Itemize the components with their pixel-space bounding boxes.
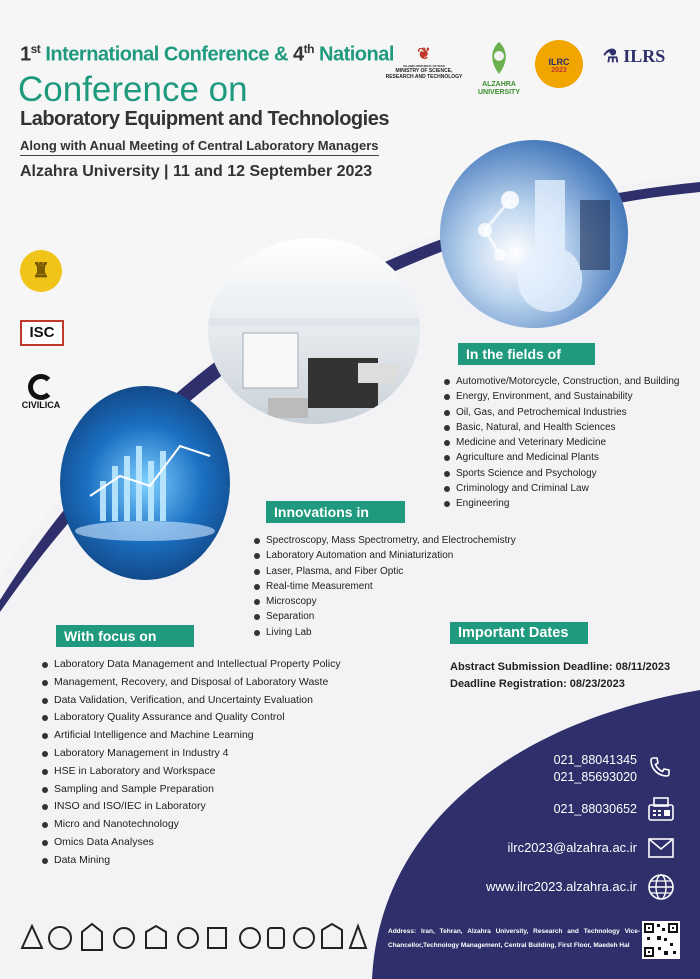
list-item: Laboratory Automation and Miniaturization <box>254 548 516 563</box>
phone-number-2: 021_85693020 <box>553 770 637 784</box>
email-address[interactable]: ilrc2023@alzahra.ac.ir <box>507 840 637 855</box>
phone-numbers <box>540 752 637 786</box>
postal-address: Address: Iran, Tehran, Alzahra University, Research and Technology Vice-Chancellor,Technology Management, Central Building, First Floor, Maedeh Hal <box>388 928 640 949</box>
list-item: Artificial Intelligence and Machine Learning <box>42 727 341 745</box>
alzahra-logo: ALZAHRA UNIVERSITY <box>470 40 528 97</box>
isc-logo: ISC <box>20 320 64 346</box>
fax-number: 021_88030652 <box>553 802 637 816</box>
focus-heading: With focus on <box>56 625 194 647</box>
focus-list <box>42 656 341 870</box>
list-item: Sampling and Sample Preparation <box>42 781 341 799</box>
sponsor-logo-10 <box>294 928 314 948</box>
sponsor-logo-6 <box>178 928 198 948</box>
sponsor-logo-5 <box>146 926 166 948</box>
abstract-deadline: Abstract Submission Deadline: 08/11/2023 <box>450 661 671 673</box>
conference-title-line3: Laboratory Equipment and Technologies <box>20 108 389 130</box>
list-item: Agriculture and Medicinal Plants <box>444 450 679 465</box>
list-item: Data Mining <box>42 852 341 870</box>
list-item: Engineering <box>444 496 679 511</box>
conference-title-line1: 1st International Conference & 4th National <box>20 42 394 66</box>
fields-heading: In the fields of <box>458 343 595 365</box>
list-item: Oil, Gas, and Petrochemical Industries <box>444 405 679 420</box>
list-item: Medicine and Veterinary Medicine <box>444 435 679 450</box>
lab-glassware-image <box>440 140 628 328</box>
registration-deadline: Deadline Registration: 08/23/2023 <box>450 678 625 690</box>
list-item: HSE in Laboratory and Workspace <box>42 763 341 781</box>
list-item: Management, Recovery, and Disposal of Laboratory Waste <box>42 674 341 692</box>
sponsor-logo-4 <box>114 928 134 948</box>
sponsor-logo-9 <box>268 928 284 948</box>
list-item: Spectroscopy, Mass Spectrometry, and Electrochemistry <box>254 533 516 548</box>
list-item: Micro and Nanotechnology <box>42 816 341 834</box>
phone-number-1: 021_88041345 <box>553 753 637 767</box>
sponsor-logo-3 <box>82 924 102 950</box>
sponsor-logo-1 <box>22 926 42 948</box>
fax-icon <box>647 796 675 822</box>
list-item: Real-time Measurement <box>254 579 516 594</box>
dates-heading: Important Dates <box>450 622 588 644</box>
list-item: Laboratory Management in Industry 4 <box>42 745 341 763</box>
ministry-logo: ❦ ISLAMIC REPUBLIC OF IRAN MINISTRY OF SCIENCE, RESEARCH AND TECHNOLOGY <box>385 46 463 80</box>
civilica-emblem-icon <box>28 374 54 400</box>
seal-icon: ♜ <box>32 260 50 282</box>
sponsor-logo-7 <box>208 928 226 948</box>
list-item: Basic, Natural, and Health Sciences <box>444 420 679 435</box>
conference-venue-date: Alzahra University | 11 and 12 September 2023 <box>20 163 373 180</box>
list-item: INSO and ISO/IEC in Laboratory <box>42 798 341 816</box>
ilrs-emblem-icon: ⚗ <box>602 46 619 66</box>
sponsor-logos <box>18 918 370 958</box>
list-item: Living Lab <box>254 625 516 640</box>
sponsor-logo-11 <box>322 924 342 948</box>
university-seal-logo <box>20 250 62 292</box>
conference-title-line2: Conference on <box>18 70 248 109</box>
ilrc-logo: ILRC 2023 <box>535 40 583 88</box>
alzahra-emblem-icon <box>484 40 514 76</box>
email-icon <box>647 837 675 859</box>
list-item: Sports Science and Psychology <box>444 466 679 481</box>
ilrs-logo: ⚗ ILRS <box>602 46 666 66</box>
sponsor-logo-8 <box>240 928 260 948</box>
lab-equipment-image <box>208 238 420 424</box>
data-analytics-image <box>60 386 230 580</box>
sponsor-logo-12 <box>350 926 366 948</box>
list-item: Laboratory Data Management and Intellectual Property Policy <box>42 656 341 674</box>
list-item: Automotive/Motorcycle, Construction, and Building <box>444 374 679 389</box>
list-item: Energy, Environment, and Sustainability <box>444 389 679 404</box>
civilica-logo: CIVILICA <box>18 374 64 410</box>
website-link[interactable]: www.ilrc2023.alzahra.ac.ir <box>485 879 637 894</box>
list-item: Laser, Plasma, and Fiber Optic <box>254 564 516 579</box>
list-item: Omics Data Analyses <box>42 834 341 852</box>
list-item: Microscopy <box>254 594 516 609</box>
list-item: Criminology and Criminal Law <box>444 481 679 496</box>
innovations-heading: Innovations in <box>266 501 405 523</box>
important-dates <box>450 659 670 693</box>
list-item: Data Validation, Verification, and Uncertainty Evaluation <box>42 692 341 710</box>
globe-icon <box>647 873 675 901</box>
qr-code-icon <box>642 921 680 959</box>
phone-icon <box>648 755 672 779</box>
fields-list <box>444 374 679 512</box>
list-item: Laboratory Quality Assurance and Quality Control <box>42 709 341 727</box>
sponsor-logo-2 <box>49 927 71 949</box>
list-item: Separation <box>254 609 516 624</box>
emblem-icon: ❦ <box>417 46 431 63</box>
conference-subtitle: Along with Anual Meeting of Central Laboratory Managers <box>20 138 379 156</box>
